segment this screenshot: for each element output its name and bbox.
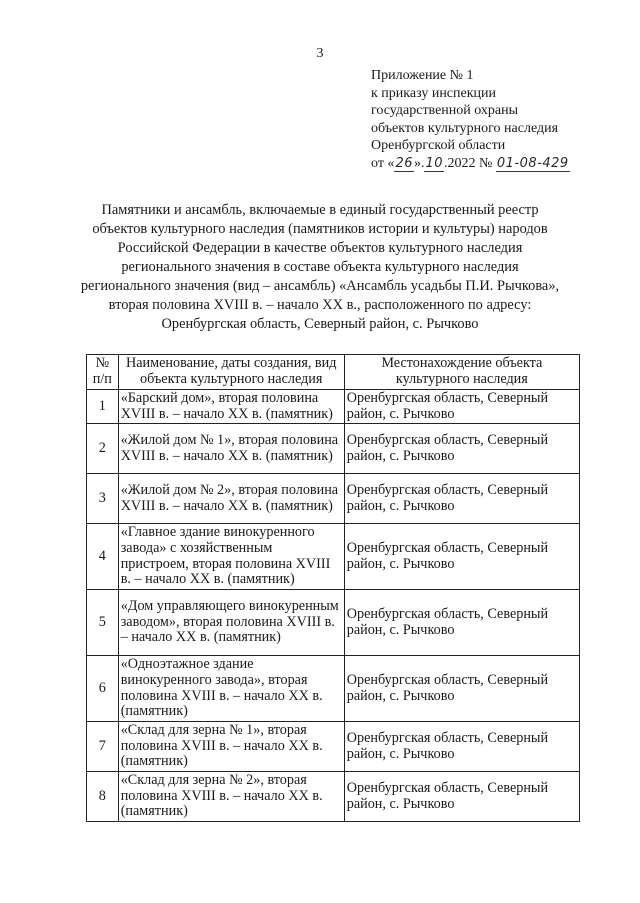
row-name: «Склад для зерна № 2», вторая половина XVIII в. – начало XX в. (памятник) — [118, 772, 344, 822]
row-location: Оренбургская область, Северный район, с. Рычково — [344, 656, 579, 722]
row-name: «Склад для зерна № 1», вторая половина XVIII в. – начало XX в. (памятник) — [118, 722, 344, 772]
row-name: «Главное здание винокуренного завода» с хозяйственным пристроем, вторая половина XVIII в. – начало XX в. (памятник) — [118, 524, 344, 590]
table-row — [87, 390, 580, 424]
appendix-date-line — [371, 155, 631, 173]
monuments-table — [86, 354, 580, 822]
row-location: Оренбургская область, Северный район, с. Рычково — [344, 722, 579, 772]
header-name: Наименование, даты создания, вид объекта культурного наследия — [118, 355, 344, 390]
number-prefix: № — [479, 155, 493, 171]
date-mid: ». — [413, 155, 425, 171]
appendix-line: Оренбургской области — [371, 138, 506, 154]
appendix-block — [371, 67, 631, 173]
row-number: 7 — [87, 722, 119, 772]
date-prefix: от « — [371, 155, 395, 171]
title-line: регионального значения в составе объекта культурного наследия — [121, 259, 519, 275]
appendix-line: объектов культурного наследия — [371, 120, 559, 136]
title-line: регионального значения (вид – ансамбль) «Ансамбль усадьбы П.И. Рычкова», — [80, 278, 560, 294]
row-location: Оренбургская область, Северный район, с. Рычково — [344, 524, 579, 590]
row-location: Оренбургская область, Северный район, с. Рычково — [344, 474, 579, 524]
page-number: 3 — [316, 46, 324, 61]
title-line: вторая половина XVIII в. – начало XX в., расположенного по адресу: — [108, 297, 532, 313]
table-row — [87, 590, 580, 656]
date-month-handwritten: 10 — [425, 155, 444, 171]
row-number: 3 — [87, 474, 119, 524]
row-name: «Жилой дом № 2», вторая половина XVIII в. – начало XX в. (памятник) — [118, 474, 344, 524]
row-number: 2 — [87, 424, 119, 474]
table-row — [87, 424, 580, 474]
table-row — [87, 474, 580, 524]
header-location: Местонахождение объекта культурного наследия — [344, 355, 579, 390]
title-line: Российской Федерации в качестве объектов культурного наследия — [117, 240, 523, 256]
title-line: Памятники и ансамбль, включаемые в единый государственный реестр — [101, 202, 539, 218]
row-name: «Барский дом», вторая половина XVIII в. – начало XX в. (памятник) — [118, 390, 344, 424]
appendix-line: Приложение № 1 — [371, 68, 474, 83]
table-row — [87, 524, 580, 590]
row-number: 1 — [87, 390, 119, 424]
date-year: .2022 — [444, 155, 476, 171]
title-line: объектов культурного наследия (памятников истории и культуры) народов — [92, 221, 548, 237]
appendix-line: к приказу инспекции — [371, 85, 497, 101]
table-row — [87, 722, 580, 772]
date-day-handwritten: 26 — [395, 155, 413, 171]
table-header-row — [87, 355, 580, 390]
table-row — [87, 772, 580, 822]
row-number: 4 — [87, 524, 119, 590]
row-name: «Дом управляющего винокуренным заводом», вторая половина XVIII в. – начало XX в. (памятник) — [118, 590, 344, 656]
title-line: Оренбургская область, Северный район, с. Рычково — [161, 316, 479, 332]
row-name: «Жилой дом № 1», вторая половина XVIII в. – начало XX в. (памятник) — [118, 424, 344, 474]
header-number: № п/п — [87, 355, 119, 390]
document-title — [40, 201, 600, 334]
row-location: Оренбургская область, Северный район, с. Рычково — [344, 590, 579, 656]
row-location: Оренбургская область, Северный район, с. Рычково — [344, 424, 579, 474]
row-location: Оренбургская область, Северный район, с. Рычково — [344, 772, 579, 822]
row-number: 8 — [87, 772, 119, 822]
table-row — [87, 656, 580, 722]
order-number-handwritten: 01-08-429 — [496, 155, 569, 171]
row-name: «Одноэтажное здание винокуренного завода», вторая половина XVIII в. – начало XX в. (памятник) — [118, 656, 344, 722]
row-number: 6 — [87, 656, 119, 722]
row-number: 5 — [87, 590, 119, 656]
appendix-line: государственной охраны — [371, 103, 519, 119]
row-location: Оренбургская область, Северный район, с. Рычково — [344, 390, 579, 424]
